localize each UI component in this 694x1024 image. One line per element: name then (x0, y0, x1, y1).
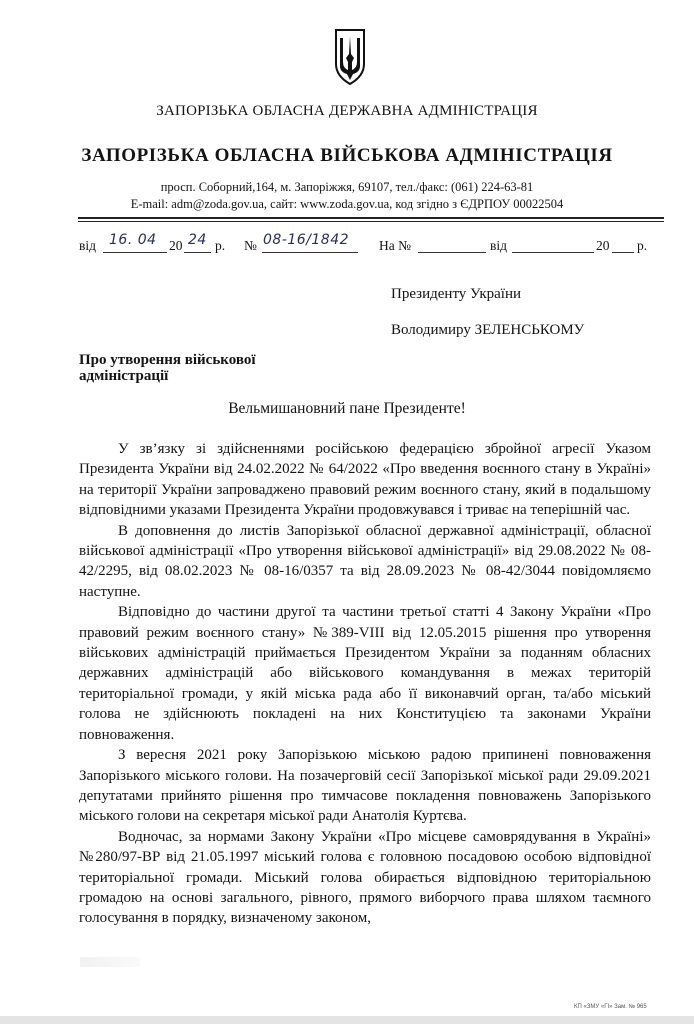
body-paragraph: Відповідно до частини другої та частини третьої статті 4 Закону України «Про правовий режим воєнного стану» №389-VIII від 12.05.2015 рішення про утворення військових адміністрацій приймається Президентом України за поданням обласних державних адміністрацій або військового командування в межах територій територіальної громади, у якій міська рада або її виконавчий орган, та/або міський голова не здійснюють покладені на них Конституцією та законами України повноваження. (79, 604, 651, 743)
print-code: КП «ЗМУ «ГІ» Зам. № 965 (574, 1004, 647, 1010)
body-paragraph: Водночас, за нормами Закону України «Про місцеве самоврядування в Україні» №280/97-ВР від 21.05.1997 міський голова є головною посадовою особою відповідної територіальної громади. Міський голова обирається відповідною територіальною громадою на основі загального, рівного, прямого виборчого права шляхом таємного голосування в порядку, визначеному законом, (79, 828, 651, 927)
incoming-label: На № (379, 238, 411, 253)
ukraine-trident-emblem-icon (333, 28, 367, 86)
incoming-from-label: від (490, 238, 507, 253)
incoming-year-prefix: 20 (596, 238, 610, 253)
addressee-name: Володимиру ЗЕЛЕНСЬКОМУ (391, 322, 585, 338)
reg-year-prefix: 20 (169, 238, 183, 253)
reg-date-line (103, 252, 167, 253)
subject-line-2: адміністрації (79, 368, 169, 384)
faded-mark (80, 957, 140, 967)
salutation: Вельмишановний пане Президенте! (228, 400, 466, 417)
reg-year-handwritten: 24 (188, 232, 207, 248)
subject-line-1: Про утворення військової (79, 352, 256, 368)
reg-number-line (262, 252, 358, 253)
addressee-title: Президенту України (391, 286, 522, 302)
incoming-year-suffix: р. (637, 238, 648, 253)
letter-subject (79, 352, 299, 384)
reg-date-handwritten: 16. 04 (109, 232, 157, 248)
header-rule-thick (78, 217, 664, 219)
incoming-year-line (612, 252, 634, 253)
body-paragraph: В доповнення до листів Запорізької обласної державної адміністрації, обласної військової адміністрації «Про утворення військової адміністрації» від 29.08.2022 № 08-42/2295, від 08.02.2023 № 08-16/0357 та від 28.09.2023 № 08-42/3044 повідомляємо наступне. (79, 522, 651, 600)
body-paragraph: З вересня 2021 року Запорізькою міською радою припинені повноваження Запорізького міського голови. На позачерговій сесії Запорізької міської ради 29.09.2021 депутатами прийнято рішення про тимчасове покладення повноважень Запорізького міського голови на секретаря міської ради Анатолія Куртєва. (79, 747, 651, 825)
incoming-date-line (512, 252, 594, 253)
org-address: просп. Соборний,164, м. Запоріжжя, 69107, тел./факс: (061) 224-63-81 (160, 180, 534, 194)
body-paragraph: У зв’язку зі здійсненнями російською федерацією збройної агресії Указом Президента України від 24.02.2022 № 64/2022 «Про введення воєнного стану в Україні» на території України запроваджено правовий режим воєнного стану, який в подальшому відповідними указами Президента України продовжувався і триває на теперішній час. (79, 441, 651, 519)
reg-year-line (184, 252, 211, 253)
reg-number-handwritten: 08-16/1842 (263, 232, 350, 248)
org-email-site: E-mail: adm@zoda.gov.ua, сайт: www.zoda.gov.ua, код згідно з ЄДРПОУ 00022504 (130, 197, 564, 211)
reg-from-label: від (79, 238, 96, 253)
org-name-regional-state-administration: ЗАПОРІЗЬКА ОБЛАСНА ДЕРЖАВНА АДМІНІСТРАЦІЯ (156, 103, 538, 119)
org-contacts (0, 179, 694, 213)
reg-number-label: № (244, 238, 257, 253)
incoming-number-line (418, 252, 486, 253)
header-rule-thin (78, 221, 664, 222)
reg-year-suffix: р. (215, 238, 226, 253)
org-name-regional-military-administration: ЗАПОРІЗЬКА ОБЛАСНА ВІЙСЬКОВА АДМІНІСТРАЦІЯ (81, 145, 613, 166)
page-bottom-edge (0, 1016, 694, 1024)
letter-body (79, 439, 651, 929)
